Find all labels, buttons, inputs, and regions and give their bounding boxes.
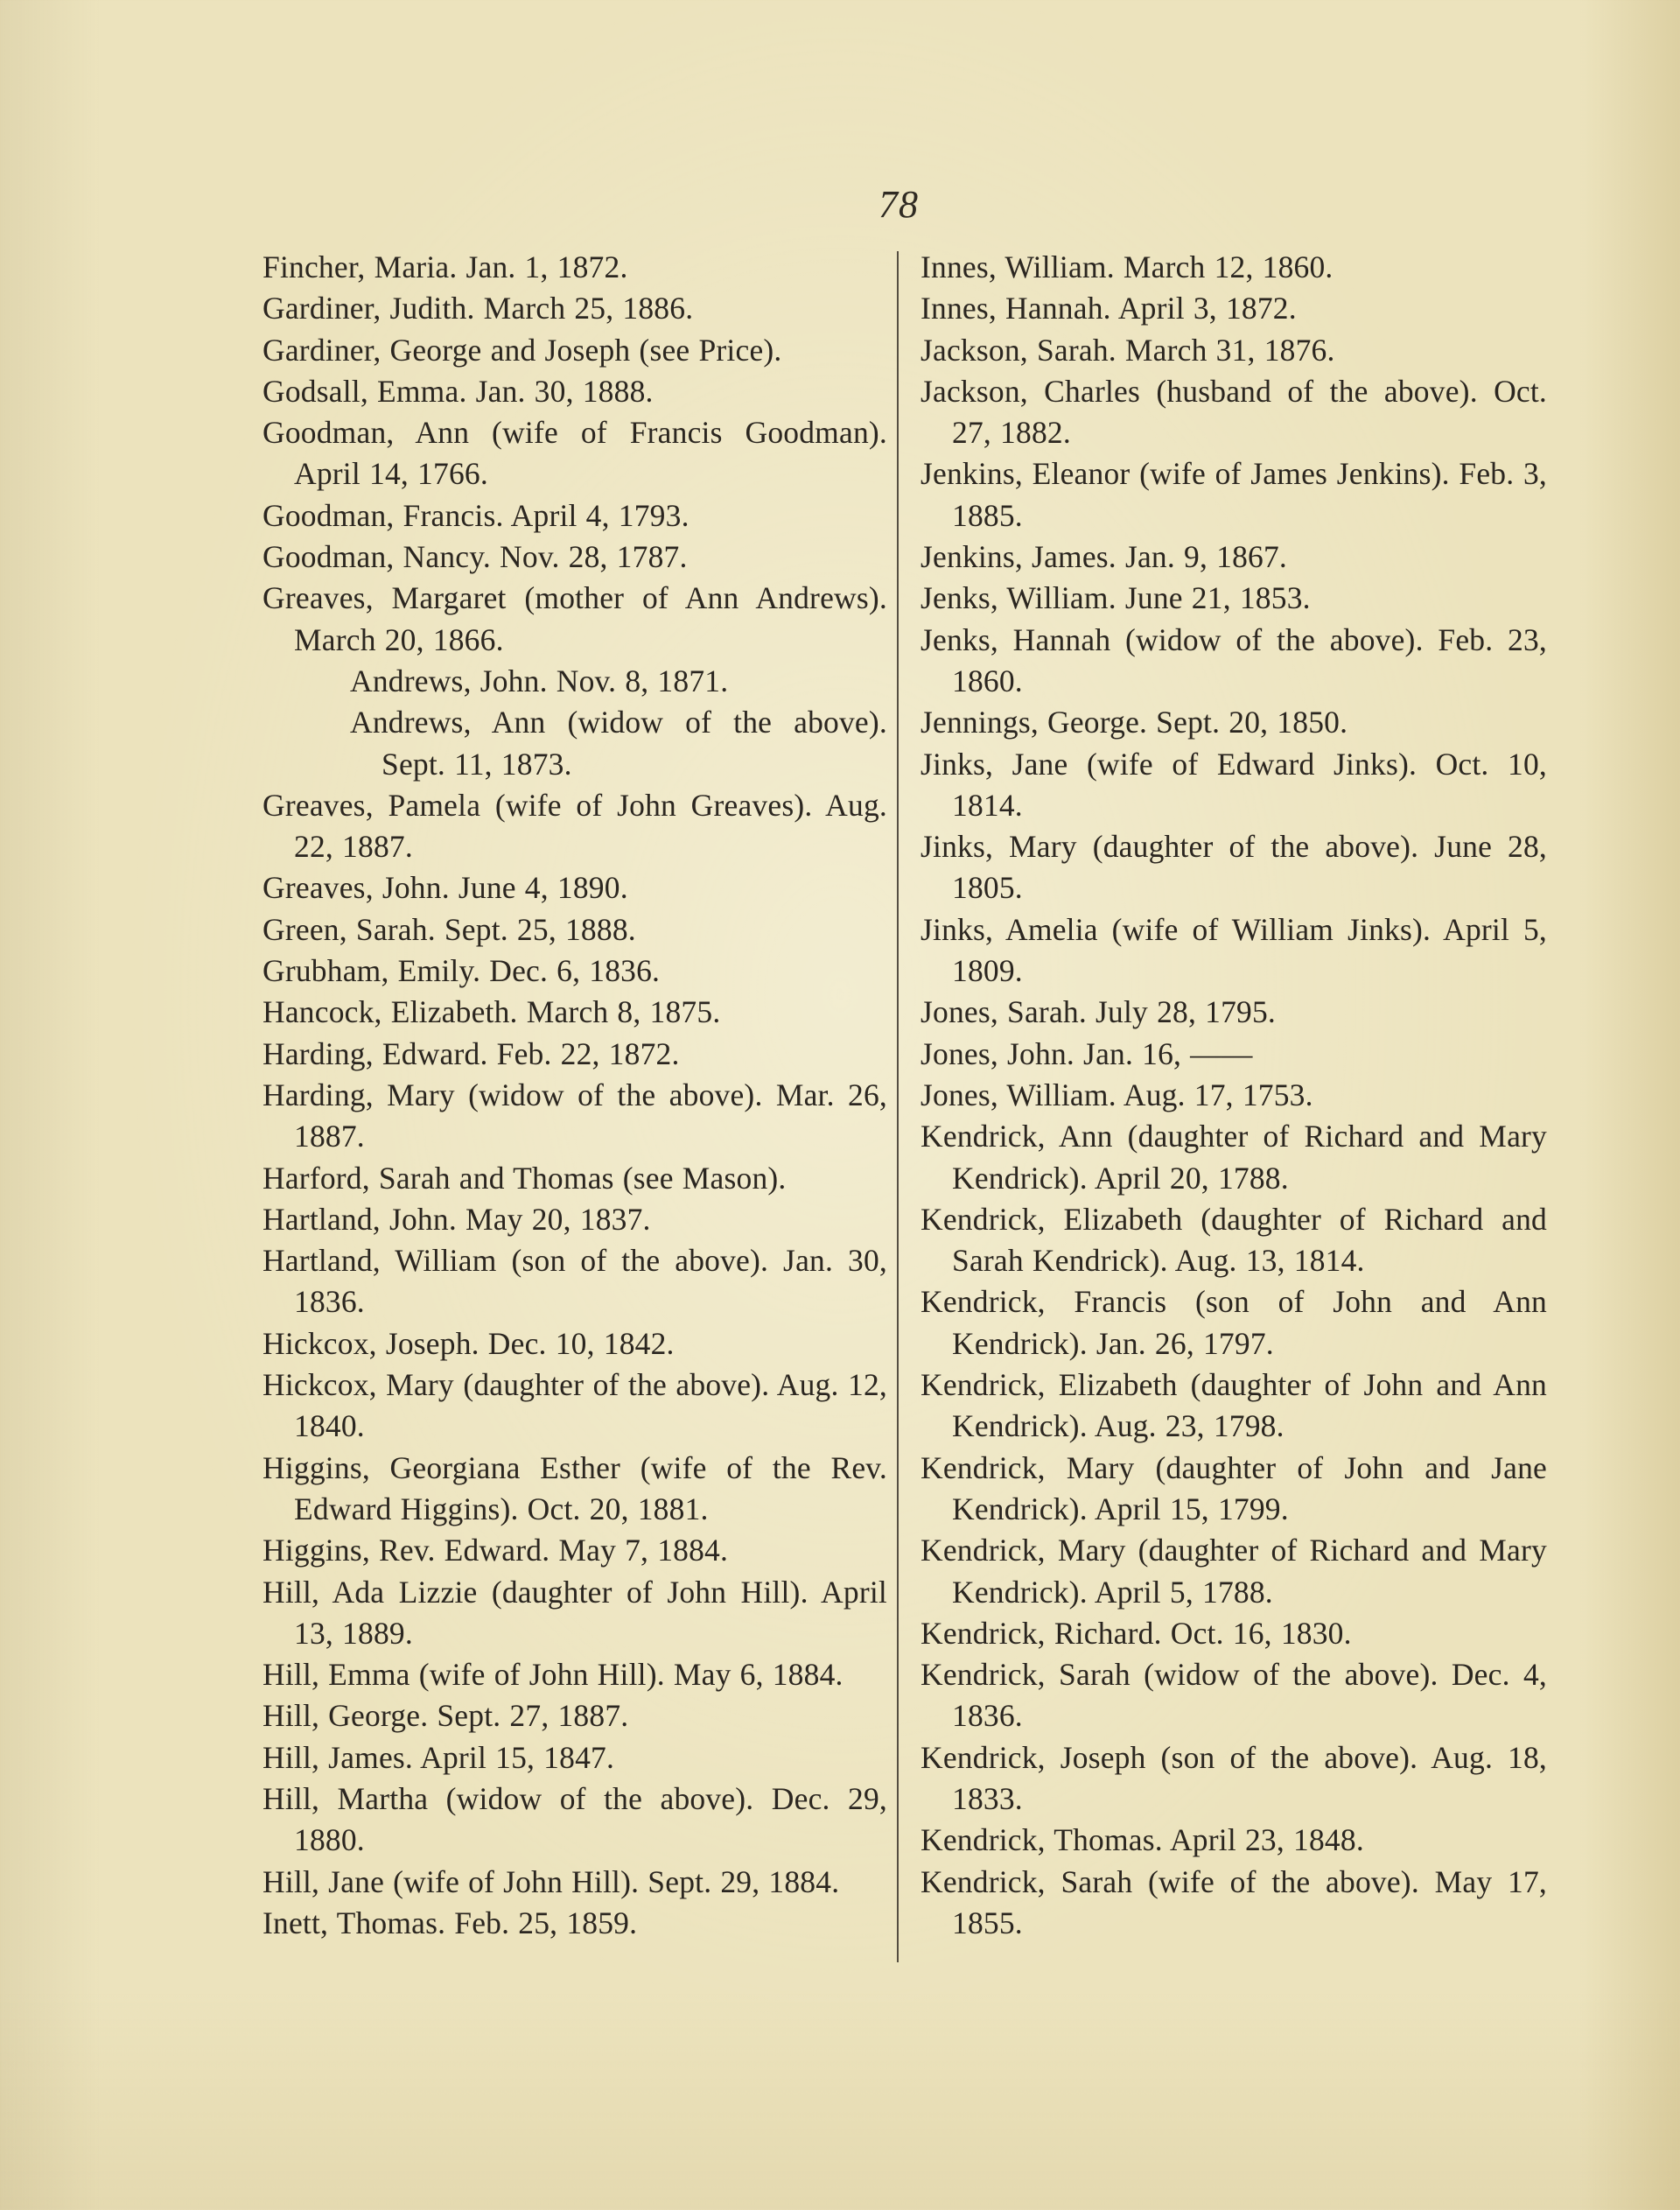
index-entry: Hickcox, Joseph. Dec. 10, 1842.: [262, 1325, 675, 1361]
index-entry: Jenkins, Eleanor (wife of James Jenkins). Feb. 3, 1885.: [920, 456, 1547, 533]
index-entry: Kendrick, Francis (son of John and Ann Kendrick). Jan. 26, 1797.: [920, 1284, 1547, 1361]
index-entry: Hill, Martha (widow of the above). Dec. 29, 1880.: [262, 1780, 887, 1858]
index-entry: Jennings, George. Sept. 20, 1850.: [920, 705, 1348, 740]
index-entry: Kendrick, Thomas. April 23, 1848.: [920, 1822, 1364, 1858]
index-entry: Jones, Sarah. July 28, 1795.: [920, 994, 1276, 1030]
index-entry: Andrews, John. Nov. 8, 1871.: [350, 663, 729, 698]
index-entry: Green, Sarah. Sept. 25, 1888.: [262, 911, 636, 947]
index-entry: Jenkins, James. Jan. 9, 1867.: [920, 539, 1288, 575]
index-entry: Jenks, William. June 21, 1853.: [920, 580, 1311, 616]
index-entry: Kendrick, Mary (daughter of Richard and Mary Kendrick). April 5, 1788.: [920, 1533, 1547, 1610]
index-entry: Hill, Emma (wife of John Hill). May 6, 1884.: [262, 1657, 844, 1693]
index-entry: Hickcox, Mary (daughter of the above). Aug. 12, 1840.: [262, 1367, 887, 1444]
index-entry: Goodman, Francis. April 4, 1793.: [262, 497, 690, 533]
index-entry: Innes, William. March 12, 1860.: [920, 249, 1334, 284]
index-entry: Greaves, Margaret (mother of Ann Andrews). March 20, 1866.: [262, 580, 887, 657]
index-entry: Kendrick, Sarah (widow of the above). Dec. 4, 1836.: [920, 1657, 1547, 1734]
index-entry: Innes, Hannah. April 3, 1872.: [920, 291, 1297, 326]
column-divider: [897, 251, 899, 1962]
index-entry: Gardiner, George and Joseph (see Price).: [262, 332, 782, 368]
left-column: [262, 247, 887, 1944]
index-entry: Greaves, John. June 4, 1890.: [262, 870, 628, 906]
index-entry: Goodman, Ann (wife of Francis Goodman). April 14, 1766.: [262, 415, 887, 492]
index-entry: Jackson, Charles (husband of the above). Oct. 27, 1882.: [920, 373, 1547, 451]
index-entry: Harding, Edward. Feb. 22, 1872.: [262, 1035, 680, 1071]
index-entry: Higgins, Rev. Edward. May 7, 1884.: [262, 1533, 729, 1568]
index-entry: Jones, William. Aug. 17, 1753.: [920, 1077, 1313, 1112]
index-entry: Jackson, Sarah. March 31, 1876.: [920, 332, 1335, 368]
index-entry: Kendrick, Elizabeth (daughter of Richard and Sarah Kendrick). Aug. 13, 1814.: [920, 1201, 1547, 1279]
index-entry: Inett, Thomas. Feb. 25, 1859.: [262, 1905, 638, 1940]
index-entry: Kendrick, Ann (daughter of Richard and Mary Kendrick). April 20, 1788.: [920, 1119, 1547, 1196]
right-column: [920, 247, 1547, 1944]
index-entry: Kendrick, Elizabeth (daughter of John and Ann Kendrick). Aug. 23, 1798.: [920, 1367, 1547, 1444]
index-entry: Grubham, Emily. Dec. 6, 1836.: [262, 953, 661, 989]
index-entry: Kendrick, Richard. Oct. 16, 1830.: [920, 1615, 1352, 1651]
index-entry: Jinks, Amelia (wife of William Jinks). April 5, 1809.: [920, 911, 1547, 989]
index-entry: Harford, Sarah and Thomas (see Mason).: [262, 1160, 787, 1196]
index-entry: Kendrick, Mary (daughter of John and Jane Kendrick). April 15, 1799.: [920, 1449, 1547, 1526]
page-number: 78: [878, 183, 919, 226]
index-entry: Kendrick, Joseph (son of the above). Aug. 18, 1833.: [920, 1739, 1547, 1816]
index-entry: Fincher, Maria. Jan. 1, 1872.: [262, 249, 628, 284]
index-entry: Jinks, Jane (wife of Edward Jinks). Oct. 10, 1814.: [920, 746, 1547, 823]
index-entry: Hill, Jane (wife of John Hill). Sept. 29, 1884.: [262, 1863, 840, 1899]
index-entry: Harding, Mary (widow of the above). Mar. 26, 1887.: [262, 1077, 887, 1154]
index-entry: Hill, George. Sept. 27, 1887.: [262, 1698, 629, 1734]
index-entry: Kendrick, Sarah (wife of the above). May 17, 1855.: [920, 1863, 1547, 1940]
index-entry: Jinks, Mary (daughter of the above). June 28, 1805.: [920, 829, 1547, 906]
index-entry: Jones, John. Jan. 16, ——: [920, 1035, 1253, 1071]
index-entry: Andrews, Ann (widow of the above). Sept. 11, 1873.: [350, 705, 887, 782]
index-entry: Jenks, Hannah (widow of the above). Feb. 23, 1860.: [920, 621, 1547, 698]
index-entry: Gardiner, Judith. March 25, 1886.: [262, 291, 694, 326]
index-entry: Hill, James. April 15, 1847.: [262, 1739, 615, 1775]
index-entry: Greaves, Pamela (wife of John Greaves). Aug. 22, 1887.: [262, 787, 887, 865]
index-entry: Goodman, Nancy. Nov. 28, 1787.: [262, 539, 688, 575]
index-entry: Godsall, Emma. Jan. 30, 1888.: [262, 373, 654, 409]
index-entry: Hartland, William (son of the above). Jan. 30, 1836.: [262, 1243, 887, 1320]
index-entry: Hartland, John. May 20, 1837.: [262, 1201, 651, 1237]
index-entry: Hancock, Elizabeth. March 8, 1875.: [262, 994, 721, 1030]
index-entry: Hill, Ada Lizzie (daughter of John Hill). April 13, 1889.: [262, 1574, 887, 1651]
index-entry: Higgins, Georgiana Esther (wife of the Rev. Edward Higgins). Oct. 20, 1881.: [262, 1449, 887, 1526]
